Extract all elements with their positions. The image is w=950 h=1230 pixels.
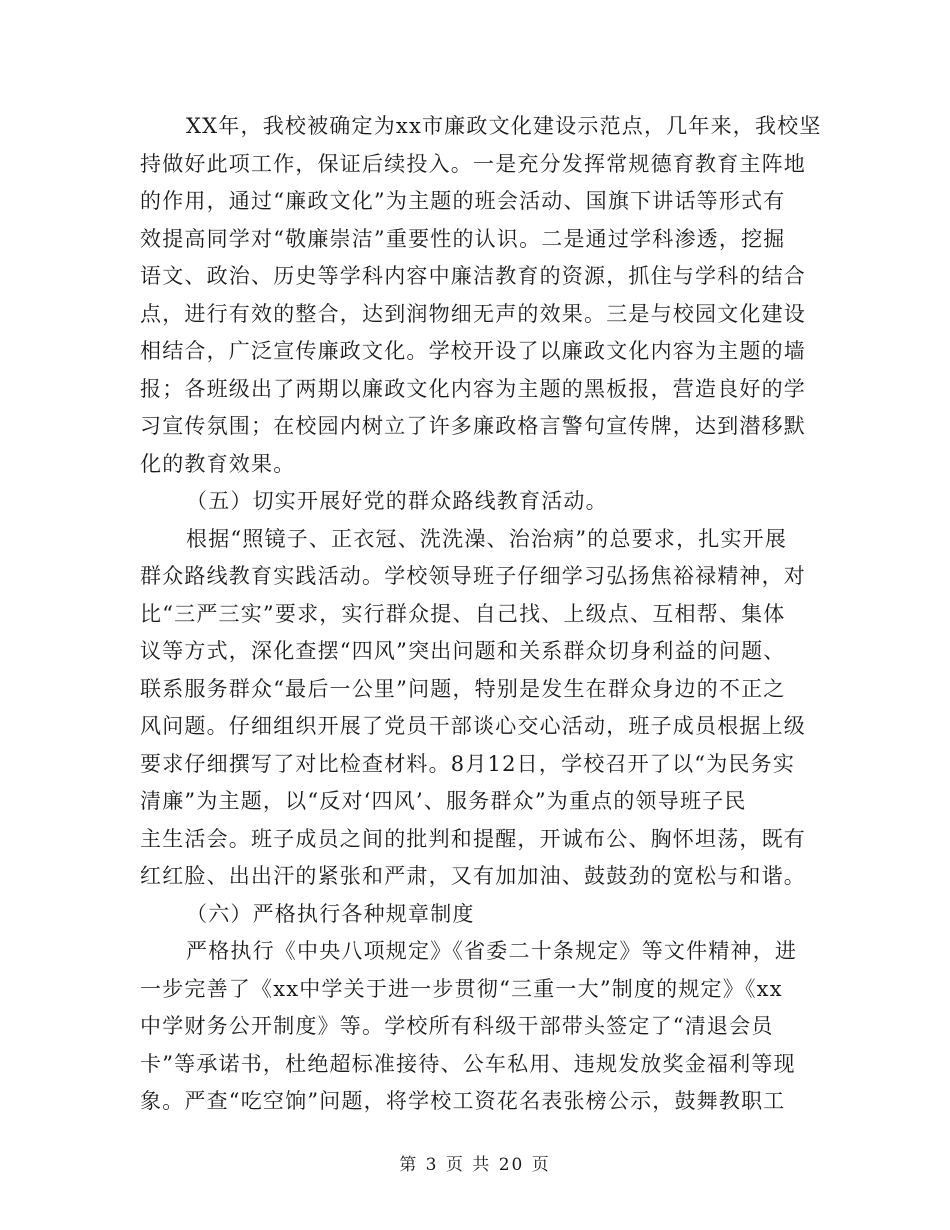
paragraph-line: 群众路线教育实践活动。学校领导班子仔细学习弘扬焦裕禄精神，对 xyxy=(140,564,806,588)
paragraph-line: 象。严查“吃空饷”问题，将学校工资花名表张榜公示，鼓舞教职工 xyxy=(140,1089,786,1113)
document-body xyxy=(140,108,822,1121)
paragraph-line: 卡”等承诺书，杜绝超标准接待、公车私用、违规发放奖金福利等现 xyxy=(140,1051,796,1076)
paragraph-line: XX年，我校被确定为xx市廉政文化建设示范点，几年来，我校坚 xyxy=(186,114,822,138)
paragraph-line: 语文、政治、历史等学科内容中廉洁教育的资源，抓住与学科的结合 xyxy=(140,264,806,288)
paragraph-line: 风问题。仔细组织开展了党员干部谈心交心活动，班子成员根据上级 xyxy=(140,714,806,738)
paragraph-line: 化的教育效果。 xyxy=(140,451,296,476)
paragraph-line: 主生活会。班子成员之间的批判和提醒，开诚布公、胸怀坦荡，既有 xyxy=(140,826,806,851)
paragraph-line: 持做好此项工作，保证后续投入。一是充分发挥常规德育教育主阵地 xyxy=(140,151,806,176)
paragraph-line: 中学财务公开制度》等。学校所有科级干部带头签定了“清退会员 xyxy=(140,1014,774,1038)
paragraph-line: 联系服务群众“最后一公里”问题，特别是发生在群众身边的不正之 xyxy=(140,676,786,701)
paragraph-line: 清廉”为主题，以“反对‘四风’、服务群众”为重点的领导班子民 xyxy=(140,789,747,813)
paragraph-line: 要求仔细撰写了对比检查材料。8月12日，学校召开了以“为民务实 xyxy=(140,751,796,776)
paragraph-line: 点，进行有效的整合，达到润物细无声的效果。三是与校园文化建设 xyxy=(140,301,806,326)
section-heading: （六）严格执行各种规章制度 xyxy=(186,901,475,926)
section-heading: （五）切实开展好党的群众路线教育活动。 xyxy=(186,489,608,513)
paragraph-line: 效提高同学对“敬廉崇洁”重要性的认识。二是通过学科渗透，挖掘 xyxy=(140,226,786,251)
paragraph-line: 比“三严三实”要求，实行群众提、自己找、上级点、互相帮、集体 xyxy=(140,601,786,626)
paragraph-line: 红红脸、出出汗的紧张和严肃，又有加加油、鼓鼓劲的宽松与和谐。 xyxy=(140,864,806,888)
paragraph-line: 习宣传氛围；在校园内树立了许多廉政格言警句宣传牌，达到潜移默 xyxy=(140,414,806,438)
paragraph-line: 一步完善了《xx中学关于进一步贯彻“三重一大”制度的规定》《xx xyxy=(140,976,783,1001)
paragraph-line: 报；各班级出了两期以廉政文化内容为主题的黑板报，营造良好的学 xyxy=(140,376,806,401)
paragraph-line: 的作用，通过“廉政文化”为主题的班会活动、国旗下讲话等形式有 xyxy=(140,189,786,213)
page-number-footer: 第 3 页 共 20 页 xyxy=(399,1155,551,1175)
paragraph-line: 议等方式，深化查摆“四风”突出问题和关系群众切身利益的问题、 xyxy=(140,639,786,663)
paragraph-line: 严格执行《中央八项规定》《省委二十条规定》等文件精神，进 xyxy=(186,939,798,963)
paragraph-line: 根据“照镜子、正衣冠、洗洗澡、治治病”的总要求，扎实开展 xyxy=(186,526,788,551)
paragraph-line: 相结合，广泛宣传廉政文化。学校开设了以廉政文化内容为主题的墙 xyxy=(140,339,806,363)
